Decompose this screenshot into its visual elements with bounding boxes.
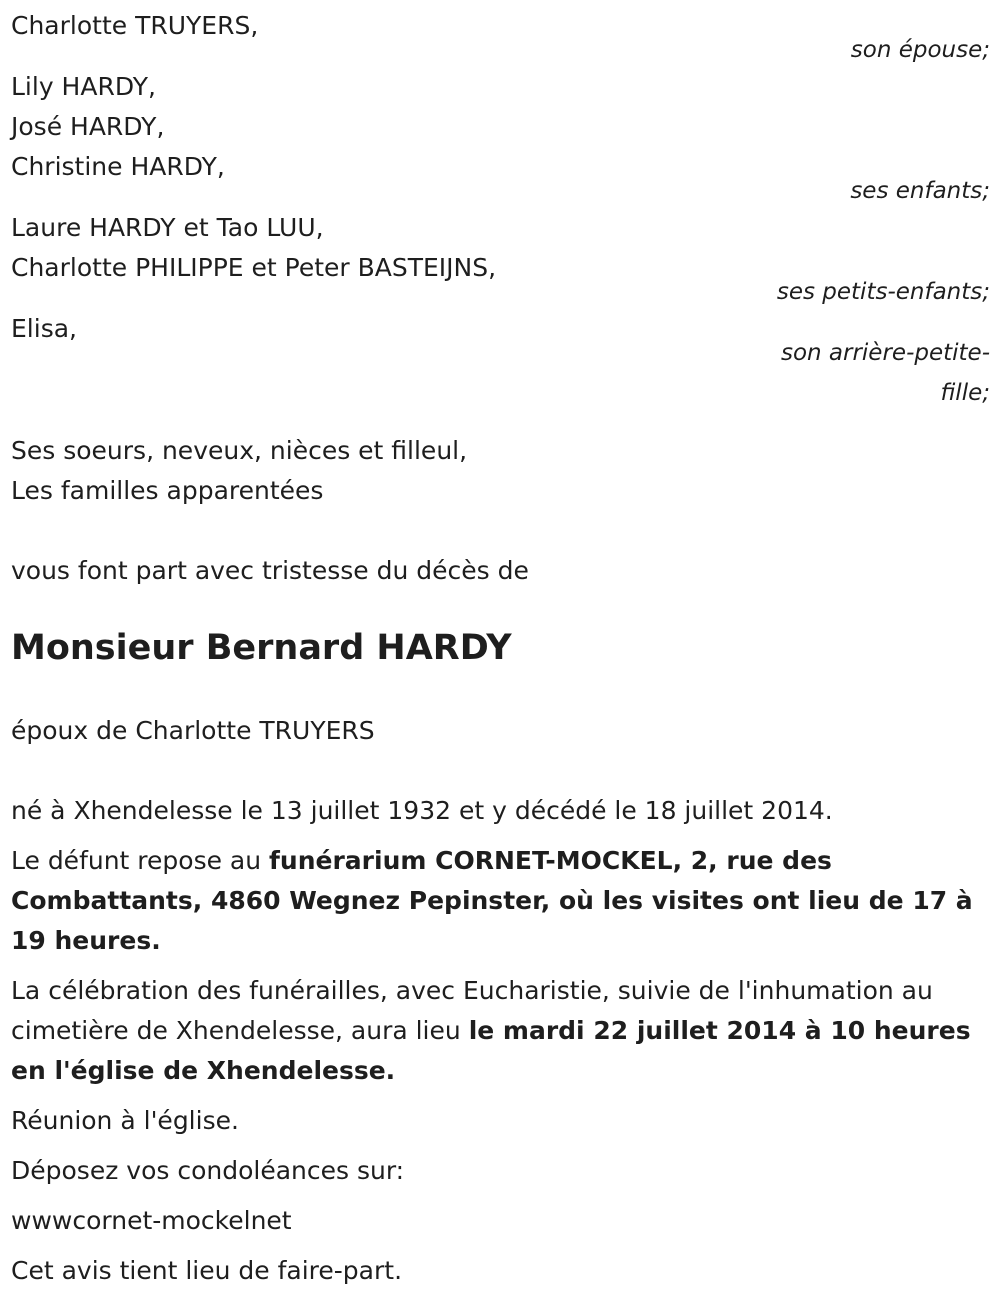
grandchildren-group [11, 208, 990, 312]
rest-paragraph [11, 841, 990, 961]
spouse-of-line: époux de Charlotte TRUYERS [11, 716, 375, 745]
child-name: Christine HARDY, [11, 152, 225, 181]
children-group [11, 67, 990, 211]
ceremony-paragraph [11, 971, 990, 1091]
reunion-line: Réunion à l'église. [11, 1106, 239, 1135]
rest-prefix: Le défunt repose au [11, 846, 270, 875]
ceremony-prefix: La célébration des funérailles, avec Eucharistie, suivie de l'inhumation au cimetière de Xhendelesse, aura lieu [11, 976, 933, 1045]
deceased-name: Monsieur Bernard HARDY [11, 628, 512, 668]
relatives-line: Ses soeurs, neveux, nièces et filleul, [11, 436, 468, 465]
birth-death-line: né à Xhendelesse le 13 juillet 1932 et y décédé le 18 juillet 2014. [11, 796, 833, 825]
great-grandchild-name: Elisa, [11, 314, 77, 343]
relatives-line: Les familles apparentées [11, 476, 324, 505]
website-link[interactable]: wwwcornet-mockelnet [11, 1206, 292, 1235]
great-grandchild-role-2: fille; [940, 380, 990, 406]
great-grandchild-group [11, 309, 990, 413]
grandchildren-role: ses petits-enfants; [776, 279, 990, 305]
grandchild-name: Laure HARDY et Tao LUU, [11, 213, 324, 242]
spouse-name: Charlotte TRUYERS, [11, 11, 259, 40]
rest-bold: funérarium CORNET-MOCKEL, 2, rue des Combattants, 4860 Wegnez Pepinster, où les visites ont lieu de 17 à 19 heures. [11, 846, 973, 955]
ceremony-bold: le mardi 22 juillet 2014 à 10 heures en l'église de Xhendelesse. [11, 1016, 971, 1085]
announcement-text: vous font part avec tristesse du décès de [11, 556, 529, 585]
closing-line: Cet avis tient lieu de faire-part. [11, 1256, 403, 1285]
obituary-notice [11, 0, 990, 1291]
grandchild-name: Charlotte PHILIPPE et Peter BASTEIJNS, [11, 253, 497, 282]
spouse-role: son épouse; [850, 37, 990, 63]
other-relatives [11, 431, 990, 511]
child-name: Lily HARDY, [11, 72, 156, 101]
great-grandchild-role-1: son arrière-petite- [780, 340, 990, 366]
child-name: José HARDY, [11, 112, 165, 141]
spouse-group [11, 6, 990, 70]
condolences-label: Déposez vos condoléances sur: [11, 1156, 405, 1185]
children-role: ses enfants; [850, 178, 990, 204]
